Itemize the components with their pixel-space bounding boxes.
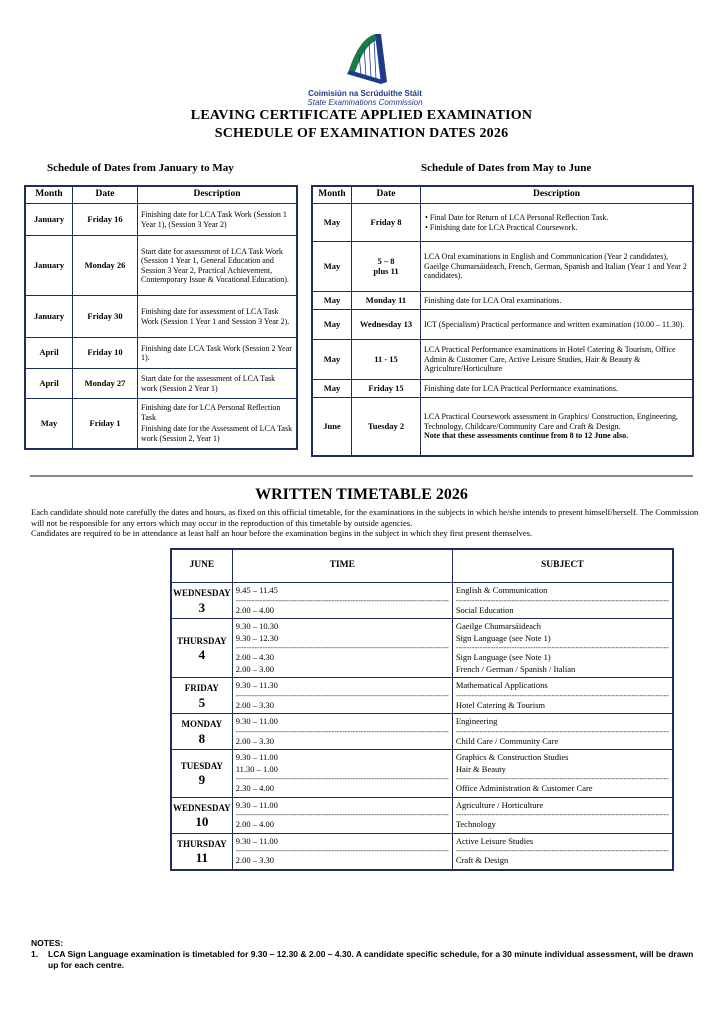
time-entry: 2.30 – 4.00 <box>235 783 274 793</box>
date-cell <box>352 242 421 292</box>
time-entry: 2.00 – 3.30 <box>235 699 274 710</box>
bullet-item: • Finishing date for LCA Practical Coursework. <box>431 223 689 233</box>
description-cell: LCA Practical Performance examinations in Hotel Catering & Tourism, Office Admin & Customer Care, Active Leisure Studies, Hair & Beauty & Agriculture/Horticulture <box>421 340 694 380</box>
timetable-body <box>171 583 673 870</box>
subject-entry: Social Education <box>455 604 514 615</box>
col-time: TIME <box>232 549 452 583</box>
table-header-row <box>25 186 297 204</box>
day-date: 8 <box>198 730 206 746</box>
table-row <box>25 236 297 296</box>
description-cell: Finishing date LCA Task Work (Session 2 Year 1). <box>138 338 298 369</box>
description-cell <box>421 398 694 456</box>
description-line: LCA Practical Coursework assessment in Graphics/ Construction, Engineering, Technology, Childcare/Community Care and Craft & Design. <box>424 412 678 431</box>
col-month: Month <box>25 186 73 204</box>
timetable-row <box>171 714 673 750</box>
time-entry: 2.00 – 3.30 <box>235 855 274 865</box>
written-timetable-title: WRITTEN TIMETABLE 2026 <box>255 486 468 503</box>
time-entry: 2.00 – 4.00 <box>235 819 274 829</box>
subject-entry: Technology <box>455 819 496 829</box>
description-cell: LCA Oral examinations in English and Communication (Year 2 candidates), Gaeilge Chumarsáideach, French, German, Spanish and Italian (Year 1 and Year 2 candidates). <box>421 242 694 292</box>
session-separator: -------------------------------------------------------------------------------- <box>235 691 449 700</box>
date-cell: 11 - 15 <box>352 340 421 380</box>
date-line: plus 11 <box>373 265 399 276</box>
session-separator: -------------------------------------------------------------------------------- <box>235 596 449 605</box>
description-note: Note that these assessments continue from 8 to 12 June also. <box>424 431 629 440</box>
col-date: Date <box>73 186 138 204</box>
main-title: LEAVING CERTIFICATE APPLIED EXAMINATION <box>190 108 533 123</box>
month-cell: January <box>25 204 73 236</box>
time-entry: 9.30 – 11.00 <box>235 752 278 762</box>
subject-cell <box>452 619 673 678</box>
table-row <box>312 380 693 398</box>
day-cell <box>171 619 232 678</box>
description-cell: ICT (Specialism) Practical performance and written examination (10.00 – 11.30). <box>421 310 694 340</box>
subject-cell <box>452 797 673 833</box>
subject-entry: Office Administration & Customer Care <box>455 783 593 793</box>
date-cell: Monday 11 <box>352 292 421 310</box>
table-row <box>312 310 693 340</box>
session-separator: -------------------------------------------------------------------------------- <box>455 727 669 736</box>
right-schedule-heading: Schedule of Dates from May to June <box>421 162 592 174</box>
day-cell <box>171 714 232 750</box>
description-line: Finishing date for LCA Personal Reflection Task <box>141 403 281 422</box>
section-divider <box>30 475 693 477</box>
day-date: 5 <box>198 694 206 710</box>
day-date: 4 <box>198 647 206 662</box>
day-cell <box>171 797 232 833</box>
month-cell: May <box>312 204 352 242</box>
table-row <box>25 204 297 236</box>
description-cell <box>138 399 298 449</box>
day-cell <box>171 678 232 714</box>
col-subject: SUBJECT <box>452 549 673 583</box>
session-separator: -------------------------------------------------------------------------------- <box>235 811 449 819</box>
time-entry: 9.30 – 12.30 <box>235 632 279 643</box>
harp-logo-icon <box>335 30 395 88</box>
subject-cell <box>452 833 673 870</box>
date-cell: Monday 27 <box>73 369 138 399</box>
time-entry: 9.30 – 11.00 <box>235 799 278 810</box>
description-cell: Finishing date for LCA Oral examinations. <box>421 292 694 310</box>
time-entry: 2.00 – 4.30 <box>235 652 274 662</box>
note-text: LCA Sign Language examination is timetabled for 9.30 – 12.30 & 2.00 – 4.30. A candidate specific schedule, for a 30 minute individual assessment, will be drawn up for each centre. <box>48 949 694 970</box>
subject-entry: English & Communication <box>455 585 548 595</box>
time-entry: 9.30 – 10.30 <box>235 621 279 631</box>
month-cell: May <box>312 340 352 380</box>
subject-entry: French / German / Spanish / Italian <box>455 663 576 674</box>
day-date: 9 <box>198 772 206 788</box>
table-row <box>25 369 297 399</box>
month-cell: May <box>312 310 352 340</box>
day-cell <box>171 750 232 798</box>
table-header-row <box>312 186 693 204</box>
timetable-row <box>171 750 673 798</box>
logo-line-english: State Examinations Commission <box>307 98 423 107</box>
time-entry: 9.45 – 11.45 <box>235 585 278 595</box>
session-separator: -------------------------------------------------------------------------------- <box>455 644 669 652</box>
day-cell <box>171 833 232 870</box>
month-cell: January <box>25 236 73 296</box>
time-entry: 9.30 – 11.30 <box>235 680 278 690</box>
time-entry: 2.00 – 4.00 <box>235 604 274 615</box>
left-schedule-heading: Schedule of Dates from January to May <box>47 162 234 174</box>
sec-logo <box>300 30 430 105</box>
month-cell: April <box>25 369 73 399</box>
subject-entry: Engineering <box>455 716 498 726</box>
logo-line-irish: Coimisiún na Scrúduithe Stáit <box>308 89 422 98</box>
session-separator: -------------------------------------------------------------------------------- <box>235 775 449 783</box>
month-cell: June <box>312 398 352 456</box>
session-separator: -------------------------------------------------------------------------------- <box>235 644 449 652</box>
date-cell: Friday 30 <box>73 296 138 338</box>
day-name: WEDNESDAY <box>173 588 231 598</box>
bullet-list <box>424 213 689 232</box>
subject-entry: Gaeilge Chumarsáideach <box>455 621 542 631</box>
time-cell <box>232 797 452 833</box>
intro-paragraph: Candidates are required to be in attendance at least half an hour before the examination begins in the subject in which they first present themselves. <box>31 528 533 538</box>
subject-entry: Hair & Beauty <box>455 763 506 774</box>
month-cell: January <box>25 296 73 338</box>
session-separator: -------------------------------------------------------------------------------- <box>455 811 669 819</box>
table-row <box>25 338 297 369</box>
time-entry: 2.00 – 3.00 <box>235 663 274 674</box>
day-name: THURSDAY <box>177 838 227 849</box>
notes-section <box>31 938 701 971</box>
date-cell: Friday 1 <box>73 399 138 449</box>
session-separator: -------------------------------------------------------------------------------- <box>455 691 669 700</box>
subject-entry: Craft & Design <box>455 855 509 865</box>
left-schedule-table <box>24 185 298 450</box>
time-entry: 2.00 – 3.30 <box>235 735 274 746</box>
right-schedule-table <box>311 185 694 457</box>
table-header-row <box>171 549 673 583</box>
col-june: JUNE <box>171 549 232 583</box>
time-entry: 9.30 – 11.00 <box>235 716 278 726</box>
session-separator: -------------------------------------------------------------------------------- <box>455 775 669 783</box>
date-cell: Friday 10 <box>73 338 138 369</box>
day-name: FRIDAY <box>184 683 219 693</box>
col-description: Description <box>138 186 298 204</box>
note-number: 1. <box>31 949 39 959</box>
description-cell: Finishing date for LCA Task Work (Session 1 Year 1), (Session 3 Year 2) <box>138 204 298 236</box>
time-cell <box>232 833 452 870</box>
description-cell: Finishing date for assessment of LCA Task Work (Session 1 Year 1 and Session 3 Year 2). <box>138 296 298 338</box>
intro-paragraph: Each candidate should note carefully the dates and hours, as fixed on this official timetable, for the examinations in the subjects in which he/she intends to present himself/herself. The Commission will not be responsible for any errors which may occur in the reproduction of this timetable by outside agencies. <box>31 507 699 528</box>
description-cell <box>421 204 694 242</box>
time-cell <box>232 750 452 798</box>
date-cell: Friday 16 <box>73 204 138 236</box>
table-row <box>312 398 693 456</box>
month-cell: May <box>312 292 352 310</box>
col-month: Month <box>312 186 352 204</box>
session-separator: -------------------------------------------------------------------------------- <box>455 847 669 855</box>
month-cell: April <box>25 338 73 369</box>
subject-entry: Agriculture / Horticulture <box>455 799 544 810</box>
col-description: Description <box>421 186 694 204</box>
bullet-item: • Final Date for Return of LCA Personal Reflection Task. <box>431 213 689 223</box>
date-cell: Friday 15 <box>352 380 421 398</box>
description-line: Finishing date for the Assessment of LCA Task work (Session 2, Year 1) <box>141 424 293 443</box>
timetable-row <box>171 678 673 714</box>
time-cell <box>232 714 452 750</box>
time-entry: 9.30 – 11.00 <box>235 835 278 846</box>
date-cell: Friday 8 <box>352 204 421 242</box>
main-subtitle: SCHEDULE OF EXAMINATION DATES 2026 <box>214 126 509 141</box>
session-separator: -------------------------------------------------------------------------------- <box>235 847 449 855</box>
day-name: WEDNESDAY <box>173 802 231 813</box>
date-line: 5 – 8 <box>377 256 395 266</box>
note-item <box>31 949 701 971</box>
subject-cell <box>452 750 673 798</box>
time-entry: 11.30 – 1.00 <box>235 763 278 774</box>
table-row <box>25 296 297 338</box>
subject-entry: Graphics & Construction Studies <box>455 752 569 762</box>
subject-entry: Child Care / Community Care <box>455 735 559 746</box>
description-cell: Start date for the assessment of LCA Task work (Session 2 Year 1) <box>138 369 298 399</box>
description-cell: Start date for assessment of LCA Task Work (Session 1 Year 1, General Education and Session 3 Year 2, Practical Achievement, Contemporary Issue & Vocational Education). <box>138 236 298 296</box>
timetable-row <box>171 619 673 678</box>
date-cell: Monday 26 <box>73 236 138 296</box>
table-row <box>312 242 693 292</box>
day-name: THURSDAY <box>177 635 227 646</box>
day-cell <box>171 583 232 619</box>
subject-entry: Sign Language (see Note 1) <box>455 632 551 643</box>
date-cell: Tuesday 2 <box>352 398 421 456</box>
table-row <box>25 399 297 449</box>
time-cell <box>232 678 452 714</box>
timetable-row <box>171 833 673 870</box>
day-date: 11 <box>195 850 208 865</box>
month-cell: May <box>312 242 352 292</box>
day-name: TUESDAY <box>180 760 223 771</box>
description-cell: Finishing date for LCA Practical Performance examinations. <box>421 380 694 398</box>
day-date: 3 <box>198 599 206 615</box>
timetable-row <box>171 583 673 619</box>
table-row <box>312 292 693 310</box>
month-cell: May <box>25 399 73 449</box>
subject-cell <box>452 583 673 619</box>
month-cell: May <box>312 380 352 398</box>
time-cell <box>232 583 452 619</box>
day-name: MONDAY <box>181 719 223 729</box>
table-row <box>312 340 693 380</box>
notes-heading: NOTES: <box>31 938 64 948</box>
subject-cell <box>452 678 673 714</box>
time-cell <box>232 619 452 678</box>
session-separator: -------------------------------------------------------------------------------- <box>235 727 449 736</box>
subject-cell <box>452 714 673 750</box>
subject-entry: Mathematical Applications <box>455 680 548 690</box>
timetable-intro <box>31 507 701 539</box>
day-date: 10 <box>195 814 209 829</box>
col-date: Date <box>352 186 421 204</box>
date-cell: Wednesday 13 <box>352 310 421 340</box>
timetable-row <box>171 797 673 833</box>
subject-entry: Active Leisure Studies <box>455 835 534 846</box>
table-row <box>312 204 693 242</box>
subject-entry: Sign Language (see Note 1) <box>455 652 551 662</box>
written-timetable-table <box>170 548 674 871</box>
session-separator: -------------------------------------------------------------------------------- <box>455 596 669 605</box>
subject-entry: Hotel Catering & Tourism <box>455 699 546 710</box>
